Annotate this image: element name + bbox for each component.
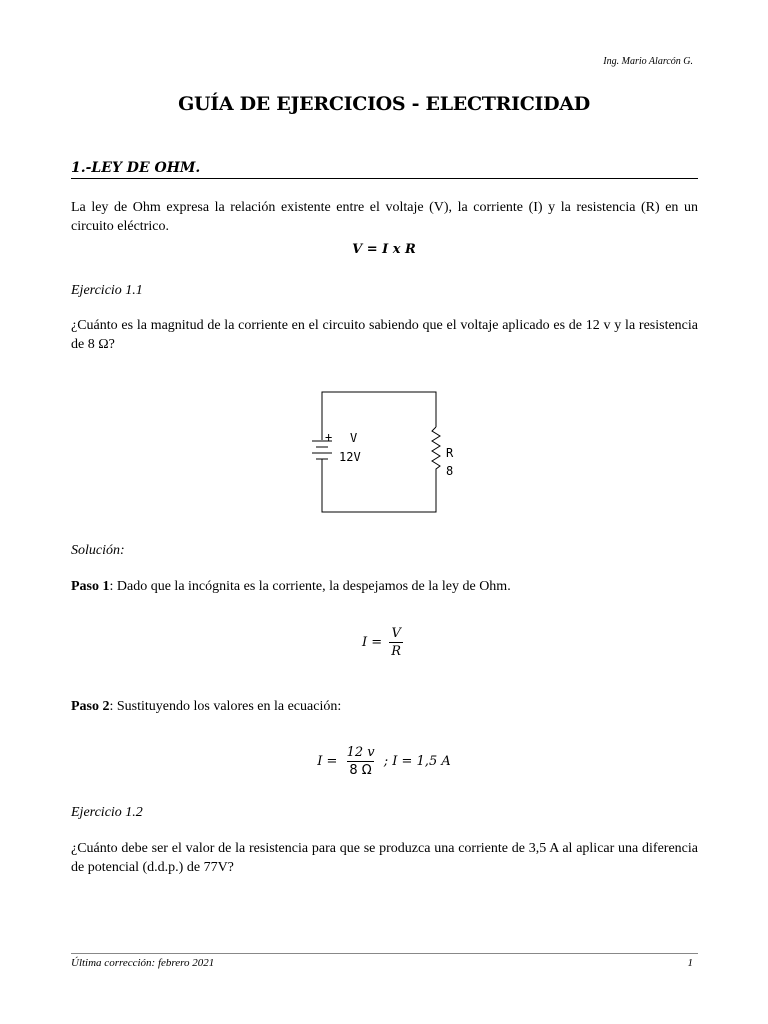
page-number: 1	[687, 957, 693, 969]
ohm-law-formula: V = I x R	[352, 242, 416, 257]
intro-paragraph: La ley de Ohm expresa la relación existente entre el voltaje (V), la corriente (I) y la resistencia (R) en un circuito eléctrico.	[71, 200, 698, 234]
result-denominator: 8 Ω	[349, 763, 372, 778]
fraction-denominator: R	[391, 644, 402, 659]
current-formula-lhs: I =	[361, 635, 383, 650]
wire-bottom	[322, 465, 436, 512]
author-header: Ing. Mario Alarcón G.	[603, 56, 693, 67]
section-heading: 1.-LEY DE OHM.	[71, 160, 698, 179]
result-lhs: I =	[317, 754, 338, 769]
resistor-value: 8	[446, 464, 454, 478]
wire-top	[322, 392, 436, 440]
exercise-1-question: ¿Cuánto es la magnitud de la corriente en el circuito sabiendo que el voltaje aplicado es de 12 v y la resistencia de 8 Ω?	[71, 318, 698, 352]
resistor-name: R	[446, 446, 454, 460]
current-formula	[0, 626, 768, 659]
step-1	[71, 577, 698, 596]
source-value: 12V	[339, 450, 361, 464]
exercise-2-question: ¿Cuánto debe ser el valor de la resistencia para que se produzca una corriente de 3,5 A al aplicar una diferencia de potencial (d.d.p.) de 77V?	[71, 841, 698, 875]
result-fraction	[345, 745, 377, 778]
result-formula	[0, 745, 768, 778]
fraction-numerator: V	[391, 626, 401, 641]
source-name: V	[350, 431, 358, 445]
step-1-text: : Dado que la incógnita es la corriente, la despejamos de la ley de Ohm.	[109, 579, 511, 594]
step-2	[71, 697, 698, 716]
document-title: GUÍA DE EJERCICIOS - ELECTRICIDAD	[178, 93, 590, 115]
current-formula-fraction	[389, 626, 403, 659]
exercise-1-title: Ejercicio 1.1	[71, 283, 143, 298]
step-2-label: Paso 2	[71, 699, 110, 714]
footer-divider	[71, 953, 698, 954]
exercise-2-title: Ejercicio 1.2	[71, 805, 143, 820]
footer-last-correction: Última corrección: febrero 2021	[71, 957, 215, 969]
step-2-text: : Sustituyendo los valores en la ecuación:	[109, 699, 342, 714]
source-sign: +	[325, 430, 333, 444]
circuit-diagram	[300, 385, 480, 520]
solution-label: Solución:	[71, 543, 125, 558]
resistor-symbol	[432, 427, 440, 473]
result-rhs: ; I = 1,5 A	[383, 754, 451, 769]
step-1-label: Paso 1	[71, 579, 110, 594]
result-numerator: 12 v	[346, 745, 375, 760]
